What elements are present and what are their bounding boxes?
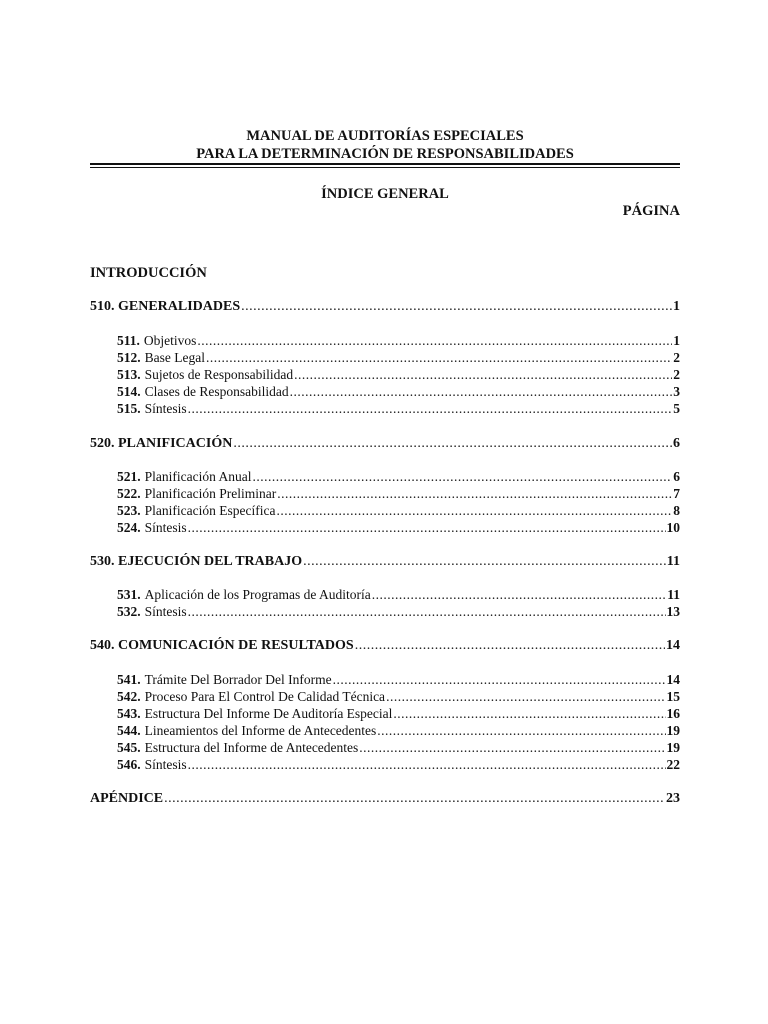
toc-entry-title: Base Legal <box>144 350 205 365</box>
toc-entry-530 <box>90 553 680 570</box>
toc-entry-title: Trámite Del Borrador Del Informe <box>144 672 332 687</box>
toc-entry-515 <box>117 400 680 417</box>
dot-leader <box>233 435 672 452</box>
toc-entry-number: 515. <box>117 401 141 416</box>
toc-entry-540 <box>90 637 680 654</box>
toc-entry-page: 5 <box>673 401 680 416</box>
toc-entry-page: 22 <box>666 757 680 772</box>
dot-leader <box>252 468 672 485</box>
toc-entry-page: 1 <box>673 299 680 314</box>
toc-entry-page: 14 <box>666 672 680 687</box>
dot-leader <box>393 705 665 722</box>
toc-entry-apendice <box>90 790 680 807</box>
toc-entry-number: 524. <box>117 520 141 535</box>
toc-entry-page: 2 <box>673 350 680 365</box>
dot-leader <box>188 603 666 620</box>
toc-entry-510 <box>90 298 680 315</box>
toc-entry-page: 10 <box>666 520 680 535</box>
toc-entry-page: 11 <box>667 587 680 602</box>
toc-entry-title: Clases de Responsabilidad <box>144 384 289 399</box>
toc-entry-page: 6 <box>673 436 680 451</box>
title-rule-thin <box>90 167 680 168</box>
dot-leader <box>276 502 672 519</box>
toc-entry-title: Objetivos <box>143 333 197 348</box>
toc-entry-page: 2 <box>673 367 680 382</box>
dot-leader <box>241 298 672 315</box>
toc-entry-title: Planificación Específica <box>144 503 276 518</box>
dot-leader <box>359 739 665 756</box>
toc-entry-page: 3 <box>673 384 680 399</box>
index-title: ÍNDICE GENERAL <box>321 186 449 202</box>
dot-leader <box>277 485 672 502</box>
document-title-line-1: MANUAL DE AUDITORÍAS ESPECIALES <box>246 128 524 144</box>
title-rule-thick <box>90 163 680 165</box>
toc-entry-546 <box>117 756 680 773</box>
toc-entry-title: Síntesis <box>144 604 187 619</box>
toc-entry-page: 16 <box>666 706 680 721</box>
toc-entry-544 <box>117 722 680 739</box>
document-title-line-2: PARA LA DETERMINACIÓN DE RESPONSABILIDADES <box>196 146 574 162</box>
toc-entry-title: APÉNDICE <box>90 791 164 806</box>
toc-entry-title: Planificación Anual <box>144 469 252 484</box>
toc-entry-title: Planificación Preliminar <box>144 486 277 501</box>
toc-entry-524 <box>117 519 680 536</box>
toc-entry-number: 542. <box>117 689 141 704</box>
toc-entry-number: 531. <box>117 587 141 602</box>
dot-leader <box>188 756 666 773</box>
dot-leader <box>386 688 665 705</box>
dot-leader <box>333 671 666 688</box>
toc-entry-532 <box>117 603 680 620</box>
toc-entry-number: 543. <box>117 706 141 721</box>
dot-leader <box>206 349 672 366</box>
toc-entry-title: Estructura del Informe de Antecedentes <box>144 740 359 755</box>
dot-leader <box>197 332 672 349</box>
toc-entry-512 <box>117 349 680 366</box>
toc-entry-title: Proceso Para El Control De Calidad Técnica <box>144 689 386 704</box>
toc-entry-title: Síntesis <box>144 401 187 416</box>
toc-entry-title: Síntesis <box>144 757 187 772</box>
introduction-heading: INTRODUCCIÓN <box>90 265 207 281</box>
toc-entry-number: 513. <box>117 367 141 382</box>
toc-entry-520 <box>90 435 680 452</box>
toc-entry-page: 6 <box>673 469 680 484</box>
toc-entry-title: 520. PLANIFICACIÓN <box>90 436 233 451</box>
toc-entry-page: 23 <box>666 791 680 806</box>
toc-entry-title: 510. GENERALIDADES <box>90 299 241 314</box>
toc-entry-511 <box>117 332 680 349</box>
toc-entry-number: 545. <box>117 740 141 755</box>
toc-entry-number: 544. <box>117 723 141 738</box>
toc-entry-page: 15 <box>666 689 680 704</box>
toc-entry-page: 7 <box>673 486 680 501</box>
toc-entry-542 <box>117 688 680 705</box>
dot-leader <box>372 586 667 603</box>
toc-entry-title: Sujetos de Responsabilidad <box>144 367 294 382</box>
toc-entry-title: Aplicación de los Programas de Auditoría <box>144 587 371 602</box>
toc-entry-page: 8 <box>673 503 680 518</box>
toc-entry-521 <box>117 468 680 485</box>
toc-entry-522 <box>117 485 680 502</box>
toc-entry-514 <box>117 383 680 400</box>
toc-entry-number: 522. <box>117 486 141 501</box>
toc-entry-page: 14 <box>666 638 680 653</box>
dot-leader <box>303 553 666 570</box>
toc-entry-title: Lineamientos del Informe de Antecedentes <box>144 723 377 738</box>
toc-entry-541 <box>117 671 680 688</box>
toc-entry-number: 523. <box>117 503 141 518</box>
toc-entry-number: 511. <box>117 333 140 348</box>
toc-entry-number: 521. <box>117 469 141 484</box>
toc-entry-513 <box>117 366 680 383</box>
toc-entry-number: 532. <box>117 604 141 619</box>
dot-leader <box>294 366 672 383</box>
dot-leader <box>164 790 665 807</box>
toc-entry-page: 19 <box>666 723 680 738</box>
toc-entry-page: 11 <box>666 554 680 569</box>
toc-entry-number: 546. <box>117 757 141 772</box>
toc-entry-title: 540. COMUNICACIÓN DE RESULTADOS <box>90 638 354 653</box>
toc-entry-number: 541. <box>117 672 141 687</box>
toc-entry-545 <box>117 739 680 756</box>
toc-entry-page: 19 <box>666 740 680 755</box>
dot-leader <box>188 519 666 536</box>
toc-entry-523 <box>117 502 680 519</box>
toc-entry-page: 13 <box>666 604 680 619</box>
toc-entry-page: 1 <box>673 333 680 348</box>
dot-leader <box>377 722 665 739</box>
toc-entry-531 <box>117 586 680 603</box>
dot-leader <box>290 383 673 400</box>
toc-entry-number: 514. <box>117 384 141 399</box>
toc-entry-title: 530. EJECUCIÓN DEL TRABAJO <box>90 554 303 569</box>
dot-leader <box>355 637 665 654</box>
dot-leader <box>188 400 673 417</box>
page-column-label: PÁGINA <box>622 203 680 219</box>
toc-entry-title: Estructura Del Informe De Auditoría Especial <box>144 706 393 721</box>
toc-entry-title: Síntesis <box>144 520 187 535</box>
toc-entry-number: 512. <box>117 350 141 365</box>
toc-entry-543 <box>117 705 680 722</box>
